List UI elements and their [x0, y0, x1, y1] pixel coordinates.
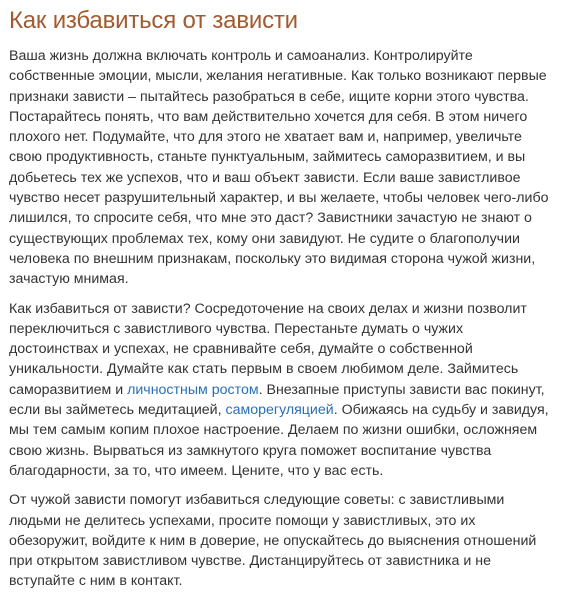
link-self-regulation[interactable]: саморегуляцией: [225, 402, 334, 419]
paragraph-2-text-b: . Внезапные приступы зависти вас покинут, если вы займетесь медитацией,: [9, 381, 545, 419]
paragraph-3: От чужой зависти помогут избавиться следующие советы: с завистливыми людьми не делитесь успехами, просите помощи у завистливых, это их обезоружит, войдите к ним в доверие, не опускайтесь до выяснения отношений при открытом завистливом чувстве. Дистанцируйтесь от завистника и не вступайте с ним в контакт.: [9, 492, 537, 590]
link-personal-growth[interactable]: личностным ростом: [127, 381, 259, 398]
paragraph-2-text-c: . Обижаясь на судьбу и завидуя, мы тем самым копим плохое настроение. Делаем по жизни ошибки, осложняем свою жизнь. Вырваться из замкнутого круга поможет воспитание чувства благодарности, за то, что имеем. Цените, что у вас есть.: [9, 402, 549, 479]
paragraph-2: [9, 299, 549, 482]
article-title: Как избавиться от зависти: [9, 7, 298, 34]
paragraph-1: Ваша жизнь должна включать контроль и самоанализ. Контролируйте собственные эмоции, мысли, желания негативные. Как только возникают первые признаки зависти – пытайтесь разобраться в себе, ищите корни этого чувства. Постарайтесь понять, что вам действительно хочется для себя. В этом ничего плохого нет. Подумайте, что для этого не хватает вам и, например, увеличьте свою продуктивность, станьте пунктуальным, займитесь саморазвитием, и вы добьетесь тех же успехов, что и ваш объект зависти. Если ваше завистливое чувство несет разрушительный характер, и вы желаете, чтобы человек чего-либо лишился, то спросите себя, что мне это даст? Завистники зачастую не знают о существующих проблемах тех, кому они завидуют. Не судите о благополучии человека по внешним признакам, поскольку это видимая сторона чужой жизни, зачастую мнимая.: [9, 48, 549, 288]
paragraph-2-text-a: Как избавиться от зависти? Сосредоточение на своих делах и жизни позволит переключиться с завистливого чувства. Перестаньте думать о чужих достоинствах и успехах, не сравнивайте себя, думайте о собственной уникальности. Думайте как стать первым в своем любимом деле. Займитесь саморазвитием и: [9, 300, 527, 398]
